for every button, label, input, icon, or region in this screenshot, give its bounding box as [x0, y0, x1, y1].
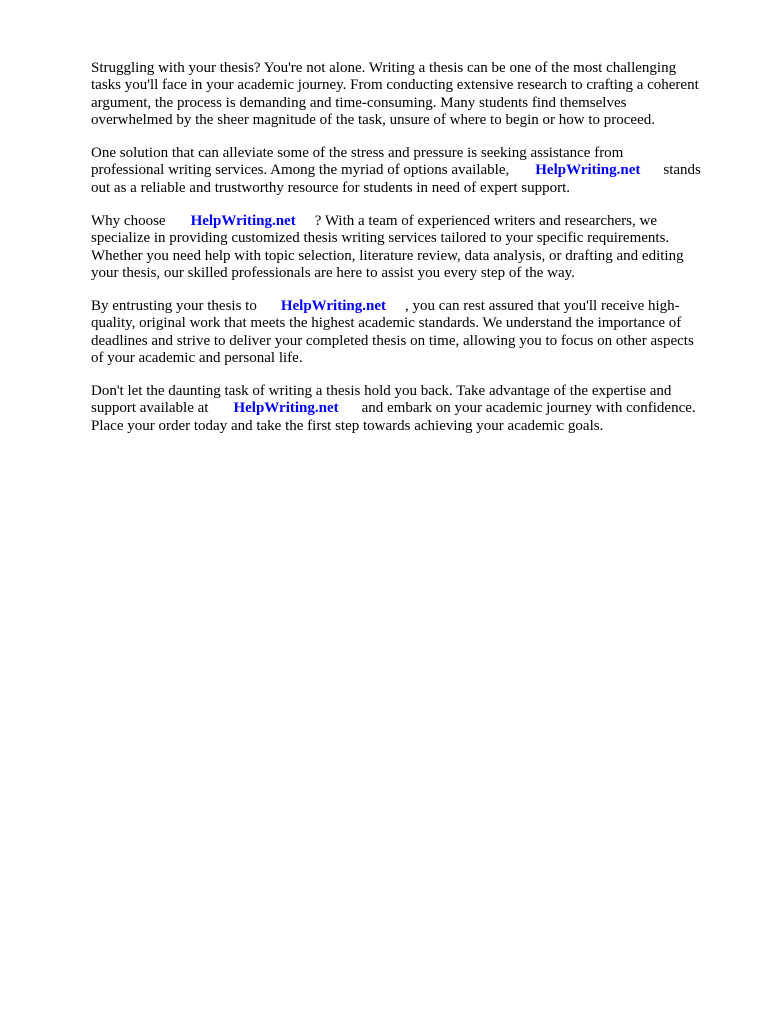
- text-line: overwhelmed by the sheer magnitude of the task, unsure of where to begin or how to proceed.: [91, 112, 655, 129]
- text-segment: Why choose: [91, 212, 166, 229]
- paragraph-closing: [91, 383, 723, 435]
- helpwriting-link[interactable]: HelpWriting.net: [233, 400, 339, 417]
- text-line-with-link: [91, 162, 723, 179]
- text-segment: support available at: [91, 400, 209, 417]
- document-body: [91, 60, 723, 451]
- text-line: Whether you need help with topic selection, literature review, data analysis, or drafting and editing: [91, 247, 684, 264]
- text-line: specialize in providing customized thesis writing services tailored to your specific requirements.: [91, 230, 670, 247]
- text-line-with-link: [91, 213, 723, 230]
- helpwriting-link[interactable]: HelpWriting.net: [535, 162, 641, 179]
- text-line: of your academic and personal life.: [91, 349, 303, 366]
- text-line: One solution that can alleviate some of the stress and pressure is seeking assistance from: [91, 145, 624, 162]
- text-segment: , you can rest assured that you'll receive high-: [404, 297, 680, 314]
- text-segment: and embark on your academic journey with confidence.: [361, 400, 696, 417]
- text-line: Don't let the daunting task of writing a thesis hold you back. Take advantage of the expertise and: [91, 382, 672, 399]
- helpwriting-link[interactable]: HelpWriting.net: [190, 212, 296, 229]
- paragraph-entrusting: [91, 298, 723, 368]
- text-line: tasks you'll face in your academic journey. From conducting extensive research to crafting a coherent: [91, 77, 699, 94]
- text-line: deadlines and strive to deliver your completed thesis on time, allowing you to focus on other aspects: [91, 332, 694, 349]
- helpwriting-link[interactable]: HelpWriting.net: [280, 297, 386, 314]
- text-line: argument, the process is demanding and time-consuming. Many students find themselves: [91, 94, 627, 111]
- paragraph-intro: [91, 60, 723, 130]
- text-line: your thesis, our skilled professionals are here to assist you every step of the way.: [91, 264, 575, 281]
- paragraph-solution: [91, 145, 723, 197]
- text-line: Place your order today and take the first step towards achieving your academic goals.: [91, 417, 604, 434]
- text-segment: By entrusting your thesis to: [91, 297, 257, 314]
- text-line: out as a reliable and trustworthy resource for students in need of expert support.: [91, 179, 571, 196]
- paragraph-why-choose: [91, 213, 723, 283]
- text-segment: professional writing services. Among the myriad of options available,: [91, 162, 510, 179]
- text-line: Struggling with your thesis? You're not alone. Writing a thesis can be one of the most challenging: [91, 60, 677, 76]
- text-line-with-link: [91, 400, 723, 417]
- text-line-with-link: [91, 298, 723, 315]
- text-segment: stands: [663, 162, 701, 179]
- text-segment: ? With a team of experienced writers and researchers, we: [314, 212, 657, 229]
- text-line: quality, original work that meets the highest academic standards. We understand the importance of: [91, 315, 682, 332]
